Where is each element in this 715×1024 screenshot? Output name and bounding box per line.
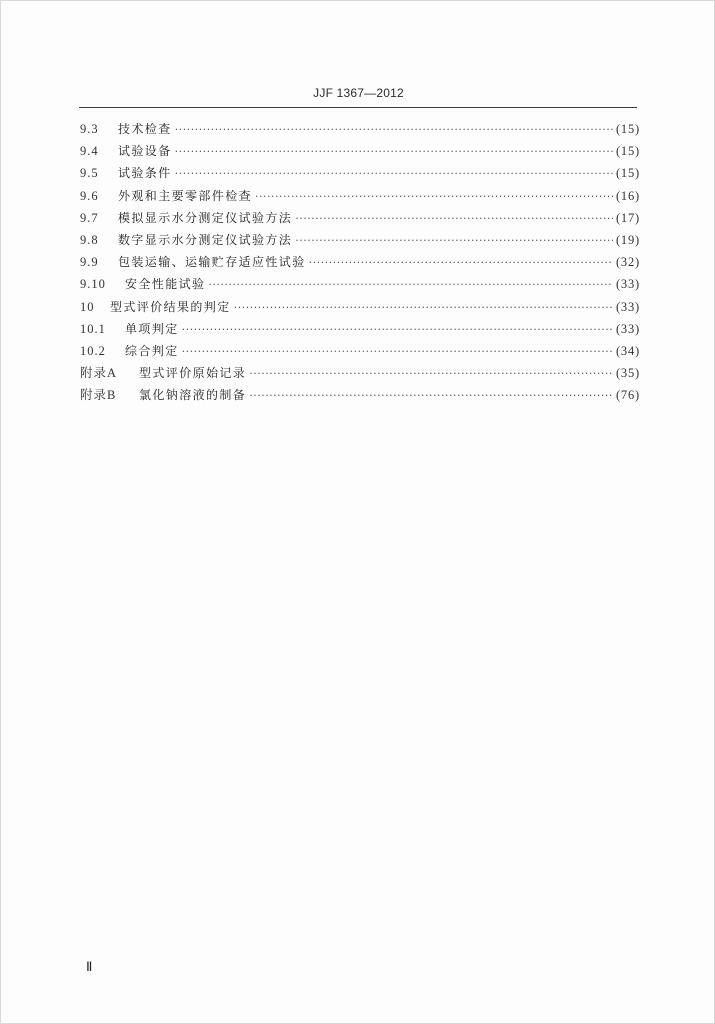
dot-leader: [182, 319, 613, 340]
toc-number: 附录B: [80, 388, 117, 403]
toc-number: 9.6: [80, 188, 99, 203]
toc-title: 外观和主要零部件检查: [118, 188, 253, 203]
toc-page: (35): [615, 366, 640, 381]
toc-title: 试验设备: [118, 144, 172, 159]
dot-leader: [295, 208, 613, 229]
toc-entry[interactable]: [80, 185, 640, 207]
toc-title: 包装运输、运输贮存适应性试验: [118, 255, 306, 270]
toc-entry[interactable]: [80, 229, 640, 251]
toc-number: 9.4: [80, 144, 99, 159]
table-of-contents: [80, 118, 640, 406]
toc-page: (17): [615, 210, 640, 225]
toc-page: (33): [615, 299, 640, 314]
toc-title: 综合判定: [125, 343, 179, 358]
toc-page: (33): [615, 321, 640, 336]
toc-page: (19): [615, 232, 640, 247]
toc-page: (15): [615, 144, 640, 159]
toc-page: (15): [615, 122, 640, 136]
toc-entry[interactable]: [80, 207, 640, 229]
toc-number: 9.8: [80, 232, 99, 247]
dot-leader: [249, 363, 613, 384]
toc-entry[interactable]: [80, 318, 640, 340]
toc-title: 氯化钠溶液的制备: [139, 388, 247, 403]
toc-number: 9.10: [80, 277, 106, 292]
toc-page: (76): [615, 388, 640, 403]
toc-page: (33): [615, 277, 640, 292]
toc-number: 9.9: [80, 255, 99, 270]
dot-leader: [249, 385, 613, 406]
dot-leader: [182, 341, 613, 362]
toc-number: 9.7: [80, 210, 99, 225]
toc-title: 型式评价原始记录: [139, 366, 247, 381]
toc-number: 10.1: [80, 321, 106, 336]
dot-leader: [175, 141, 613, 162]
dot-leader: [234, 297, 613, 318]
toc-title: 单项判定: [125, 321, 179, 336]
toc-title: 数字显示水分测定仪试验方法: [118, 232, 293, 247]
page-header: JJF 1367—2012: [313, 86, 404, 100]
dot-leader: [175, 119, 613, 140]
toc-number: 9.3: [80, 122, 99, 136]
toc-entry[interactable]: [80, 384, 640, 406]
toc-page: (15): [615, 166, 640, 181]
toc-title: 型式评价结果的判定: [110, 299, 231, 314]
toc-entry[interactable]: [80, 273, 640, 295]
toc-title: 模拟显示水分测定仪试验方法: [118, 210, 293, 225]
toc-number: 9.5: [80, 166, 99, 181]
toc-entry[interactable]: [80, 296, 640, 318]
toc-number: 10: [80, 299, 95, 314]
toc-entry[interactable]: [80, 140, 640, 162]
dot-leader: [208, 274, 613, 295]
dot-leader: [309, 252, 613, 273]
toc-entry[interactable]: [80, 340, 640, 362]
dot-leader: [295, 230, 613, 251]
toc-title: 技术检查: [118, 122, 172, 136]
dot-leader: [175, 163, 613, 184]
header-rule: [79, 107, 637, 108]
toc-title: 安全性能试验: [125, 277, 206, 292]
toc-page: (32): [615, 255, 640, 270]
toc-number: 10.2: [80, 343, 106, 358]
page-number: Ⅱ: [86, 959, 93, 974]
toc-entry[interactable]: [80, 118, 640, 140]
toc-entry[interactable]: [80, 362, 640, 384]
toc-entry[interactable]: [80, 251, 640, 273]
toc-entry[interactable]: [80, 162, 640, 184]
dot-leader: [255, 186, 613, 207]
toc-page: (34): [615, 343, 640, 358]
toc-number: 附录A: [80, 366, 118, 381]
toc-page: (16): [615, 188, 640, 203]
toc-title: 试验条件: [118, 166, 172, 181]
